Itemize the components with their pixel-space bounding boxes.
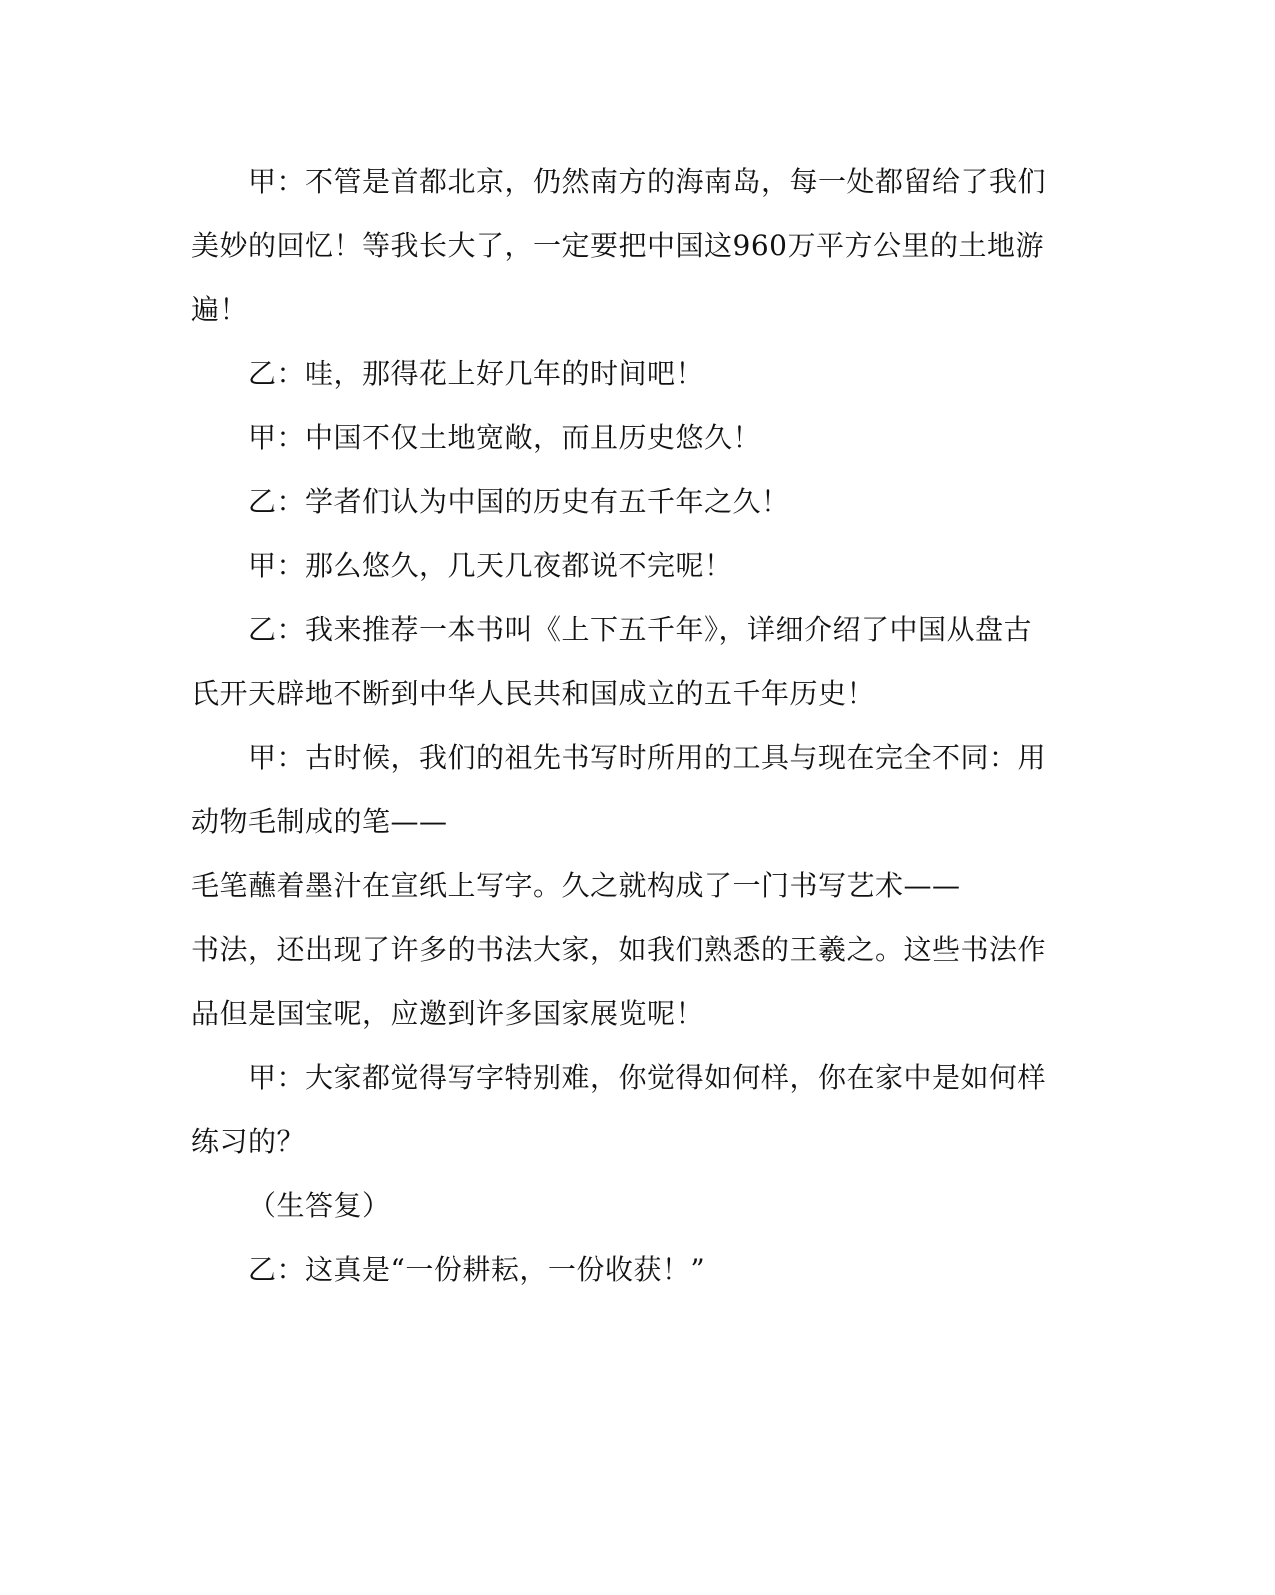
text-line: 遍！ bbox=[191, 293, 249, 326]
text-line: 美妙的回忆！等我长大了，一定要把中国这960万平方公里的土地游 bbox=[191, 229, 1044, 262]
text-line: 甲：大家都觉得写字特别难，你觉得如何样，你在家中是如何样 bbox=[248, 1061, 1047, 1094]
text-line: 乙：哇，那得花上好几年的时间吧！ bbox=[248, 357, 705, 390]
text-line: 乙：我来推荐一本书叫《上下五千年》，详细介绍了中国从盘古 bbox=[248, 613, 1033, 646]
text-line: 甲：不管是首都北京，仍然南方的海南岛，每一处都留给了我们 bbox=[248, 165, 1047, 198]
text-line: 甲：古时候，我们的祖先书写时所用的工具与现在完全不同：用 bbox=[248, 741, 1047, 774]
text-line: 书法，还出现了许多的书法大家，如我们熟悉的王羲之。这些书法作 bbox=[191, 933, 1047, 966]
text-line: 甲：中国不仅土地宽敞，而且历史悠久！ bbox=[248, 421, 762, 454]
text-line: 毛笔蘸着墨汁在宣纸上写字。久之就构成了一门书写艺术—— bbox=[191, 869, 961, 902]
text-line: （生答复） bbox=[248, 1189, 391, 1222]
text-line: 动物毛制成的笔—— bbox=[191, 805, 448, 838]
text-line: 品但是国宝呢，应邀到许多国家展览呢！ bbox=[191, 997, 705, 1030]
text-line: 甲：那么悠久，几天几夜都说不完呢！ bbox=[248, 549, 733, 582]
text-line: 乙：这真是“一份耕耘，一份收获！” bbox=[248, 1253, 706, 1286]
text-line: 练习的？ bbox=[191, 1125, 306, 1158]
text-line: 氏开天辟地不断到中华人民共和国成立的五千年历史！ bbox=[191, 677, 876, 710]
text-line: 乙：学者们认为中国的历史有五千年之久！ bbox=[248, 485, 790, 518]
